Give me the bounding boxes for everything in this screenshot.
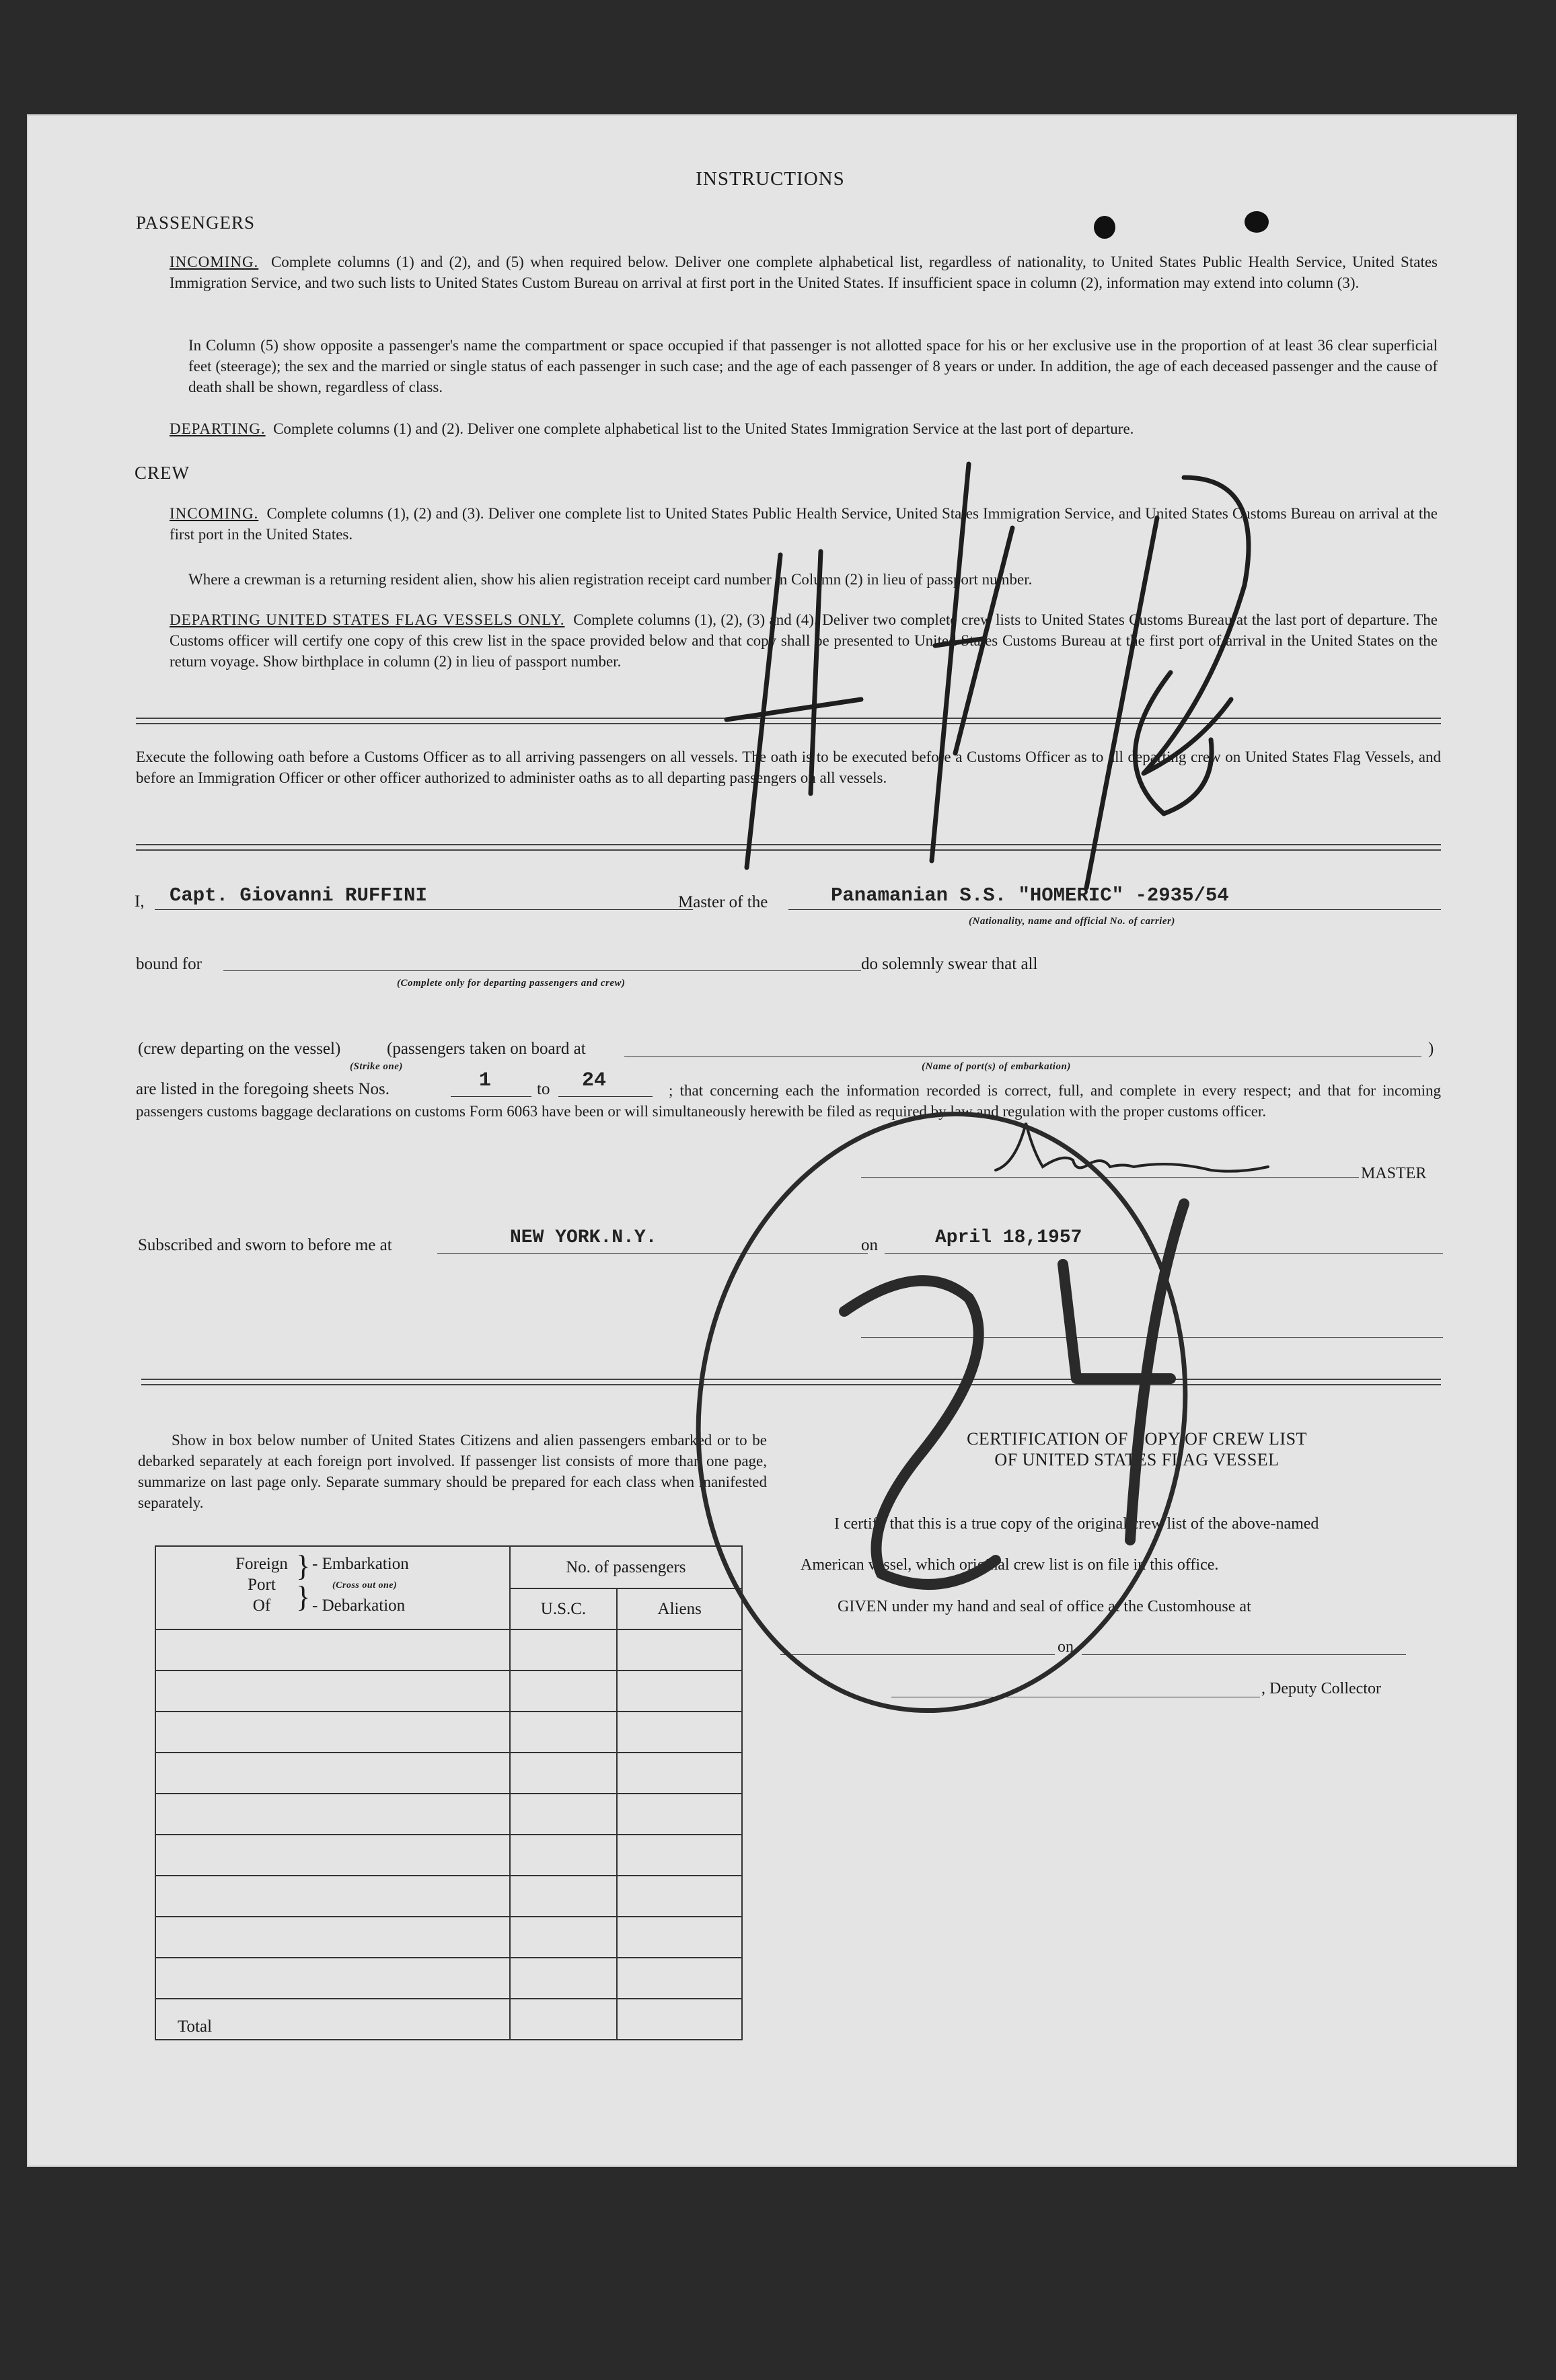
punch-hole <box>1094 216 1115 239</box>
certify-text: I certify that this is a true copy of the original crew list of the above-named <box>834 1515 1319 1533</box>
on-label: on <box>861 1236 878 1254</box>
crew-resident-paragraph: Where a crewman is a returning resident alien, show his alien registration receipt card number in Column (2) in lieu of passport number. <box>188 571 1033 588</box>
passengers-heading: PASSENGERS <box>136 213 256 233</box>
certify-text-2: American vessel, which original crew list is on file in this office. <box>801 1556 1219 1574</box>
total-label: Total <box>155 1999 510 2040</box>
punch-hole <box>1245 211 1269 233</box>
crew-departing-option: (crew departing on the vessel) <box>138 1040 341 1058</box>
sheet-to[interactable]: 24 <box>582 1069 607 1092</box>
master-name[interactable]: Capt. Giovanni RUFFINI <box>170 884 427 907</box>
port-header-line1: Foreign <box>235 1555 288 1573</box>
crew-incoming-label: INCOMING. <box>170 505 259 522</box>
passengers-incoming-text: Complete columns (1) and (2), and (5) when required below. Deliver one complete alphabetical list, regardless of nationality, to United States Public Health Service, United States Immigration Service, and two such lists to United States Custom Bureau on arrival at first port in the United States. If insufficient space in column (2), information may extend into column (3). <box>170 254 1438 291</box>
cert-on-label: on <box>1058 1638 1074 1656</box>
oath-instructions: Execute the following oath before a Customs Officer as to all arriving passengers on all vessels. The oath is to be executed before a Customs Officer as to all departing crew on United States Flag Vessels, and before an Immigration Officer or other officer authorized to administer oaths as to all departing passengers on all vessels. <box>136 748 1441 786</box>
circled-number-24 <box>661 1082 1224 1742</box>
sworn-place[interactable]: NEW YORK.N.Y. <box>510 1227 657 1248</box>
sheet-from[interactable]: 1 <box>479 1069 492 1092</box>
listed-label: are listed in the foregoing sheets Nos. <box>136 1080 390 1098</box>
cross-out-caption: (Cross out one) <box>332 1580 398 1590</box>
strike-one-caption: (Strike one) <box>350 1061 403 1072</box>
passengers-departing-text: Complete columns (1) and (2). Deliver one complete alphabetical list to the United States Immigration Service at the last port of departure. <box>273 420 1134 437</box>
port-header-line2: Port <box>248 1576 276 1594</box>
passengers-column5-paragraph: In Column (5) show opposite a passenger's name the compartment or space occupied if that passenger is not allotted space for his or her exclusive use in the proportion of at least 36 clear superficial feet (steerage); the sex and the married or single status of each passenger in such case; and the age of each passenger of 8 years or under. In addition, the age of each deceased passenger and the cause of death shall be shown, regardless of class. <box>188 337 1438 395</box>
to-label: to <box>537 1080 550 1098</box>
close-paren: ) <box>1428 1040 1434 1058</box>
handwriting-overlay <box>27 114 1517 2167</box>
crew-departing-text: Complete columns (1), (2), (3) and (4). Deliver two complete crew lists to United States Customs Bureau at the last port of departure. The Customs officer will certify one copy of this crew list in the space provided below and that copy shall be presented to United States Customs Bureau at the first port of arrival in the United States on the return voyage. Show birthplace in column (2) in lieu of passport number. <box>170 611 1438 670</box>
handwritten-number-4118 <box>727 464 1249 888</box>
vessel-caption: (Nationality, name and official No. of carrier) <box>969 916 1175 927</box>
summary-instructions: Show in box below number of United States Citizens and alien passengers embarked or to be debarked separately at each foreign port involved. If passenger list consists of more than one page, summarize on last page only. Separate summary should be prepared for each class when manifested separately. <box>138 1432 767 1511</box>
given-label: GIVEN <box>838 1598 888 1615</box>
bound-for-label: bound for <box>136 955 202 973</box>
usc-header: U.S.C. <box>510 1588 618 1629</box>
sworn-date[interactable]: April 18,1957 <box>935 1227 1082 1248</box>
crew-heading: CREW <box>135 463 190 483</box>
certification-title-line2: OF UNITED STATES FLAG VESSEL <box>994 1450 1280 1469</box>
port-header-line3: Of <box>252 1597 271 1615</box>
brace-symbol: } <box>296 1580 311 1613</box>
ports-caption: (Name of port(s) of embarkation) <box>922 1061 1071 1072</box>
aliens-header: Aliens <box>617 1588 742 1629</box>
subscribed-label: Subscribed and sworn to before me at <box>138 1236 392 1254</box>
deputy-label: , Deputy Collector <box>1261 1680 1381 1697</box>
master-of-label: Master of the <box>678 893 768 911</box>
page-title: INSTRUCTIONS <box>696 168 845 190</box>
swear-label: do solemnly swear that all <box>861 955 1038 973</box>
passengers-departing-label: DEPARTING. <box>170 420 266 437</box>
crew-departing-label: DEPARTING UNITED STATES FLAG VESSELS ONLY. <box>170 611 565 628</box>
master-label: MASTER <box>1361 1165 1427 1182</box>
vessel-name[interactable]: Panamanian S.S. "HOMERIC" -2935/54 <box>831 884 1229 907</box>
crew-incoming-text: Complete columns (1), (2) and (3). Deliver one complete list to United States Public Health Service, United States Immigration Service, and United States Customs Bureau on arrival at the first port in the United States. <box>170 505 1438 543</box>
embarkation-label: - Embarkation <box>312 1555 409 1573</box>
passengers-taken-option: (passengers taken on board at <box>387 1040 586 1058</box>
bound-caption: (Complete only for departing passengers and crew) <box>397 978 626 989</box>
passengers-incoming-label: INCOMING. <box>170 254 259 270</box>
document-page <box>27 114 1517 2167</box>
certification-title-line1: CERTIFICATION OF COPY OF CREW LIST <box>967 1429 1307 1449</box>
i-label: I, <box>135 892 145 911</box>
declaration-rest: ; that concerning each the information recorded is correct, full, and complete in every respect; and that for incoming passengers customs baggage declarations on customs Form 6063 have been or will simultaneously herewith be filed as required by law and regulation with the proper customs officer. <box>136 1082 1441 1120</box>
passengers-count-header: No. of passengers <box>510 1546 742 1588</box>
debarkation-label: - Debarkation <box>312 1597 406 1615</box>
given-text: under my hand and seal of office at the Customhouse at <box>891 1598 1251 1615</box>
brace-symbol: } <box>296 1549 311 1582</box>
